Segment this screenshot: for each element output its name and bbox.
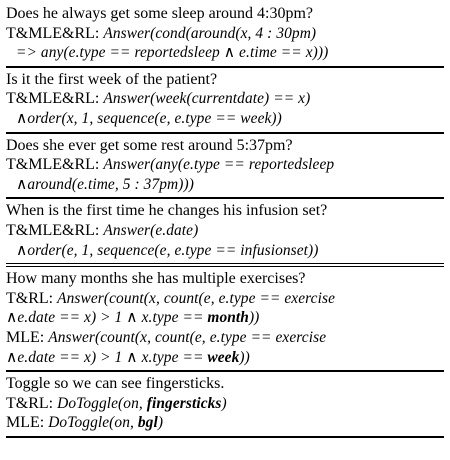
method-label: MLE: <box>6 414 49 432</box>
example-row <box>6 2 444 66</box>
method-label: T&MLE&RL: <box>6 221 104 239</box>
logical-form: ∧order(e, 1, sequence(e, e.type == infusionset)) <box>16 241 319 259</box>
logical-form: Answer(any(e.type == reportedsleep <box>103 156 335 174</box>
logical-form: ∧e.date == x) > 1 ∧ x.type == <box>6 309 208 327</box>
method-label: T&MLE&RL: <box>6 90 104 108</box>
logical-form-line <box>6 109 444 129</box>
question-text: How many months she has multiple exercises? <box>6 270 306 288</box>
question-text: Does he always get some sleep around 4:30pm? <box>6 5 314 22</box>
example-row <box>6 199 444 263</box>
logical-form-bold: month <box>207 309 249 327</box>
example-row <box>6 267 444 370</box>
example-row <box>6 68 444 132</box>
question-text: Toggle so we can see fingersticks. <box>6 375 225 393</box>
logical-form-line <box>6 89 444 109</box>
logical-form: ) <box>157 414 164 432</box>
logical-form: ∧order(x, 1, sequence(e, e.type == week)) <box>16 109 282 127</box>
logical-form: => any(e.type == reportedsleep ∧ e.time == x))) <box>16 44 329 62</box>
logical-form: Answer(count(x, count(e, e.type == exercise <box>48 328 327 346</box>
logical-form: Answer(week(currentdate) == x) <box>103 90 311 108</box>
logical-form-line <box>6 24 444 44</box>
method-label: T&RL: <box>6 289 58 307</box>
logical-form-line <box>6 221 444 241</box>
logical-form-line <box>6 413 444 433</box>
example-row <box>6 372 444 436</box>
logical-form: ∧around(e.time, 5 : 37pm))) <box>16 175 194 193</box>
logical-form: ∧e.date == x) > 1 ∧ x.type == <box>6 348 208 366</box>
logical-form: Answer(e.date) <box>103 221 199 239</box>
logical-form: )) <box>239 348 250 366</box>
logical-form-line <box>6 241 444 261</box>
method-label: MLE: <box>6 328 49 346</box>
question-text: Is it the first week of the patient? <box>6 70 218 88</box>
logical-form: Answer(cond(around(x, 4 : 30pm) <box>103 24 317 42</box>
examples-table <box>6 2 444 438</box>
logical-form: ) <box>221 394 227 412</box>
logical-form-line <box>6 175 444 195</box>
logical-form: Answer(count(x, count(e, e.type == exercise <box>57 289 336 307</box>
logical-form-bold: bgl <box>137 414 158 432</box>
logical-form-bold: fingersticks <box>146 394 222 412</box>
example-row <box>6 134 444 198</box>
logical-form-line <box>6 155 444 175</box>
method-label: T&MLE&RL: <box>6 24 104 42</box>
logical-form: )) <box>248 309 260 327</box>
logical-form: DoToggle(on, <box>48 414 138 432</box>
logical-form-line <box>6 308 444 328</box>
method-label: T&RL: <box>6 394 58 412</box>
method-label: T&MLE&RL: <box>6 156 104 174</box>
logical-form-line <box>6 289 444 309</box>
logical-form-line <box>6 394 444 414</box>
logical-form-line <box>6 348 444 368</box>
logical-form-line <box>6 43 444 63</box>
logical-form-bold: week <box>207 348 240 366</box>
logical-form: DoToggle(on, <box>57 394 147 412</box>
question-text: When is the first time he changes his infusion set? <box>6 202 328 220</box>
bottom-rule <box>6 436 444 438</box>
question-text: Does she ever get some rest around 5:37pm? <box>6 136 293 154</box>
logical-form-line <box>6 328 444 348</box>
